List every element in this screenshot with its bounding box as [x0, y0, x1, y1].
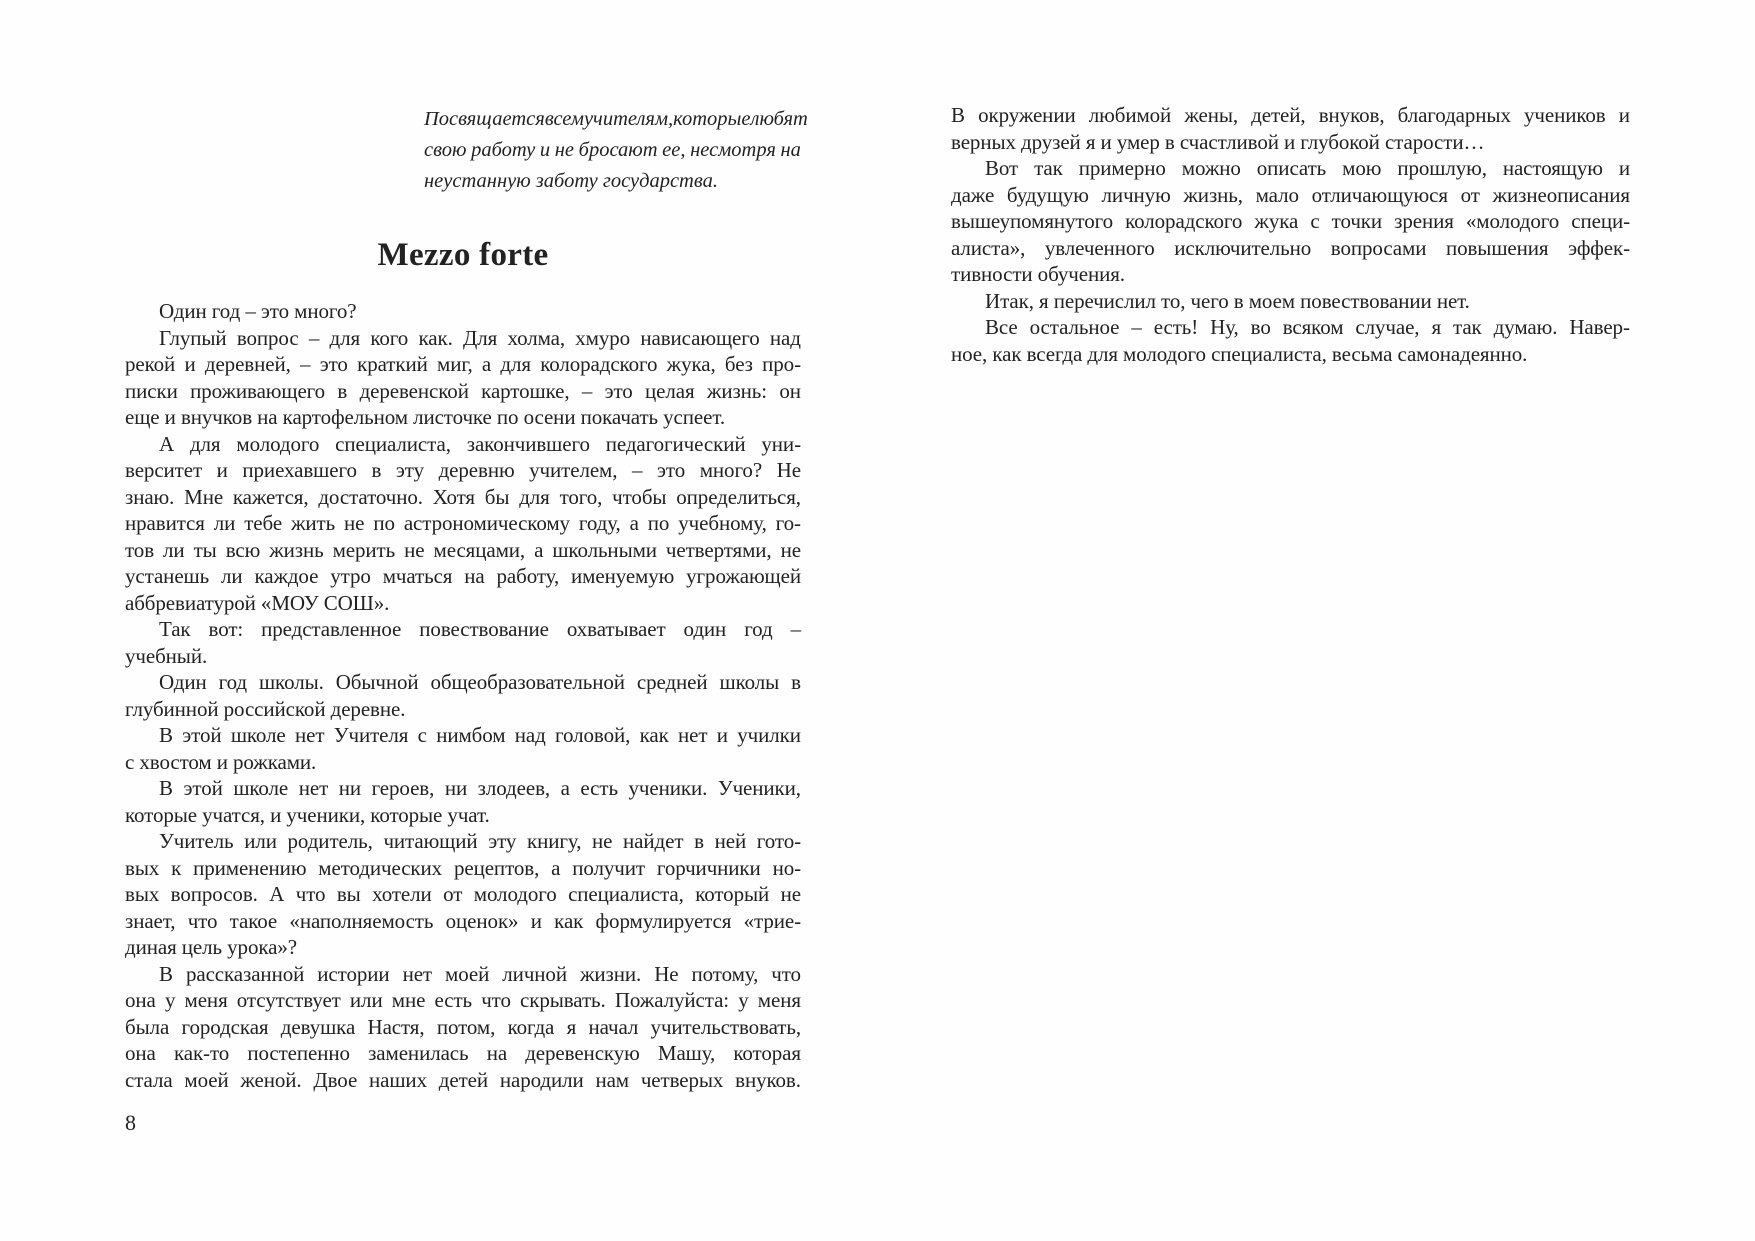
- text-line: рекой и деревней, – это краткий миг, а для колорадского жука, без про-: [125, 352, 801, 377]
- text-line: Итак, я перечислил то, чего в моем повествовании нет.: [985, 288, 1470, 313]
- paragraph: [125, 775, 801, 828]
- right-page: [951, 0, 1630, 367]
- text-line: которые учатся, и ученики, которые учат.: [125, 802, 490, 827]
- text-line: Глупый вопрос – для кого как. Для холма, хмуро нависающего над: [159, 325, 801, 350]
- paragraph: [951, 102, 1630, 155]
- right-page-body: [951, 102, 1630, 367]
- text-line: знает, что такое «наполняемость оценок» и как формулируется «трие-: [125, 908, 801, 933]
- text-line: глубинной российской деревне.: [125, 696, 406, 721]
- text-line: писки проживающего в деревенской картошке, – это целая жизнь: он: [125, 378, 801, 403]
- text-line: Посвящается всем учителям, которые любят: [424, 108, 808, 130]
- text-line: даже будущую личную жизнь, мало отличающуюся от жизнеописания: [951, 182, 1630, 207]
- text-line: аббревиатурой «МОУ СОШ».: [125, 590, 390, 615]
- page-number: 8: [125, 1110, 136, 1135]
- dedication: [424, 104, 808, 197]
- text-line: В окружении любимой жены, детей, внуков, благодарных учеников и: [951, 103, 1630, 127]
- text-line: Один год школы. Обычной общеобразовательной средней школы в: [159, 670, 801, 695]
- paragraph: [125, 669, 801, 722]
- paragraph: [951, 288, 1630, 315]
- text-line: свою работу и не бросают ее, несмотря на: [424, 139, 801, 161]
- paragraph: [951, 314, 1630, 367]
- paragraph: [125, 961, 801, 1094]
- text-line: вышеупомянутого колорадского жука с точки зрения «молодого специ-: [951, 209, 1630, 233]
- paragraph: [125, 431, 801, 617]
- text-line: Все остальное – есть! Ну, во всяком случае, я так думаю. Навер-: [985, 315, 1630, 339]
- text-line: нравится ли тебе жить не по астрономическому году, а по учебному, го-: [125, 511, 801, 536]
- text-line: Так вот: представленное повествование охватывает один год –: [159, 617, 801, 642]
- text-line: тивности обучения.: [951, 262, 1125, 286]
- text-line: алиста», увлеченного исключительно вопросами повышения эффек-: [951, 235, 1630, 260]
- text-line: Вот так примерно можно описать мою прошлую, настоящую и: [985, 156, 1630, 180]
- paragraph: [951, 155, 1630, 288]
- text-line: была городская девушка Настя, потом, когда я начал учительствовать,: [125, 1014, 801, 1039]
- paragraph: [125, 616, 801, 669]
- text-line: верных друзей я и умер в счастливой и глубокой старости…: [951, 129, 1485, 154]
- left-page-body: [125, 298, 801, 1093]
- text-line: неустанную заботу государства.: [424, 170, 718, 192]
- text-line: диная цель урока»?: [125, 935, 297, 960]
- text-line: ное, как всегда для молодого специалиста, весьма самонадеянно.: [951, 341, 1528, 366]
- text-line: тов ли ты всю жизнь мерить не месяцами, а школьными четвертями, не: [125, 537, 801, 562]
- paragraph: [125, 325, 801, 431]
- text-line: В этой школе нет Учителя с нимбом над головой, как нет и училки: [159, 723, 801, 748]
- text-line: еще и внучков на картофельном листочке по осени покачать успеет.: [125, 405, 726, 430]
- text-line: В рассказанной истории нет моей личной жизни. Не потому, что: [159, 961, 801, 986]
- text-line: стала моей женой. Двое наших детей народили нам четверых внуков.: [125, 1067, 801, 1092]
- paragraph: [125, 722, 801, 775]
- text-line: вых к применению методических рецептов, а получит горчичники но-: [125, 855, 801, 880]
- text-line: Учитель или родитель, читающий эту книгу, не найдет в ней гото-: [159, 829, 801, 854]
- text-line: знаю. Мне кажется, достаточно. Хотя бы для того, чтобы определиться,: [125, 484, 801, 509]
- text-line: она как-то постепенно заменилась на деревенскую Машу, которая: [125, 1041, 801, 1066]
- text-line: В этой школе нет ни героев, ни злодеев, а есть ученики. Ученики,: [159, 776, 801, 801]
- text-line: А для молодого специалиста, закончившего педагогический уни-: [159, 431, 801, 456]
- text-line: Один год – это много?: [159, 299, 357, 324]
- text-line: устанешь ли каждое утро мчаться на работу, именуемую угрожающей: [125, 564, 801, 589]
- text-line: верситет и приехавшего в эту деревню учителем, – это много? Не: [125, 458, 801, 483]
- paragraph: [125, 828, 801, 961]
- text-line: с хвостом и рожками.: [125, 749, 317, 774]
- paragraph: [424, 104, 808, 197]
- text-line: учебный.: [125, 643, 208, 668]
- text-line: она у меня отсутствует или мне есть что скрывать. Пожалуйста: у меня: [125, 988, 801, 1013]
- paragraph: [125, 298, 801, 325]
- left-page: [125, 0, 808, 1135]
- text-line: вых вопросов. А что вы хотели от молодого специалиста, который не: [125, 882, 801, 907]
- chapter-title: Mezzo forte: [377, 237, 549, 273]
